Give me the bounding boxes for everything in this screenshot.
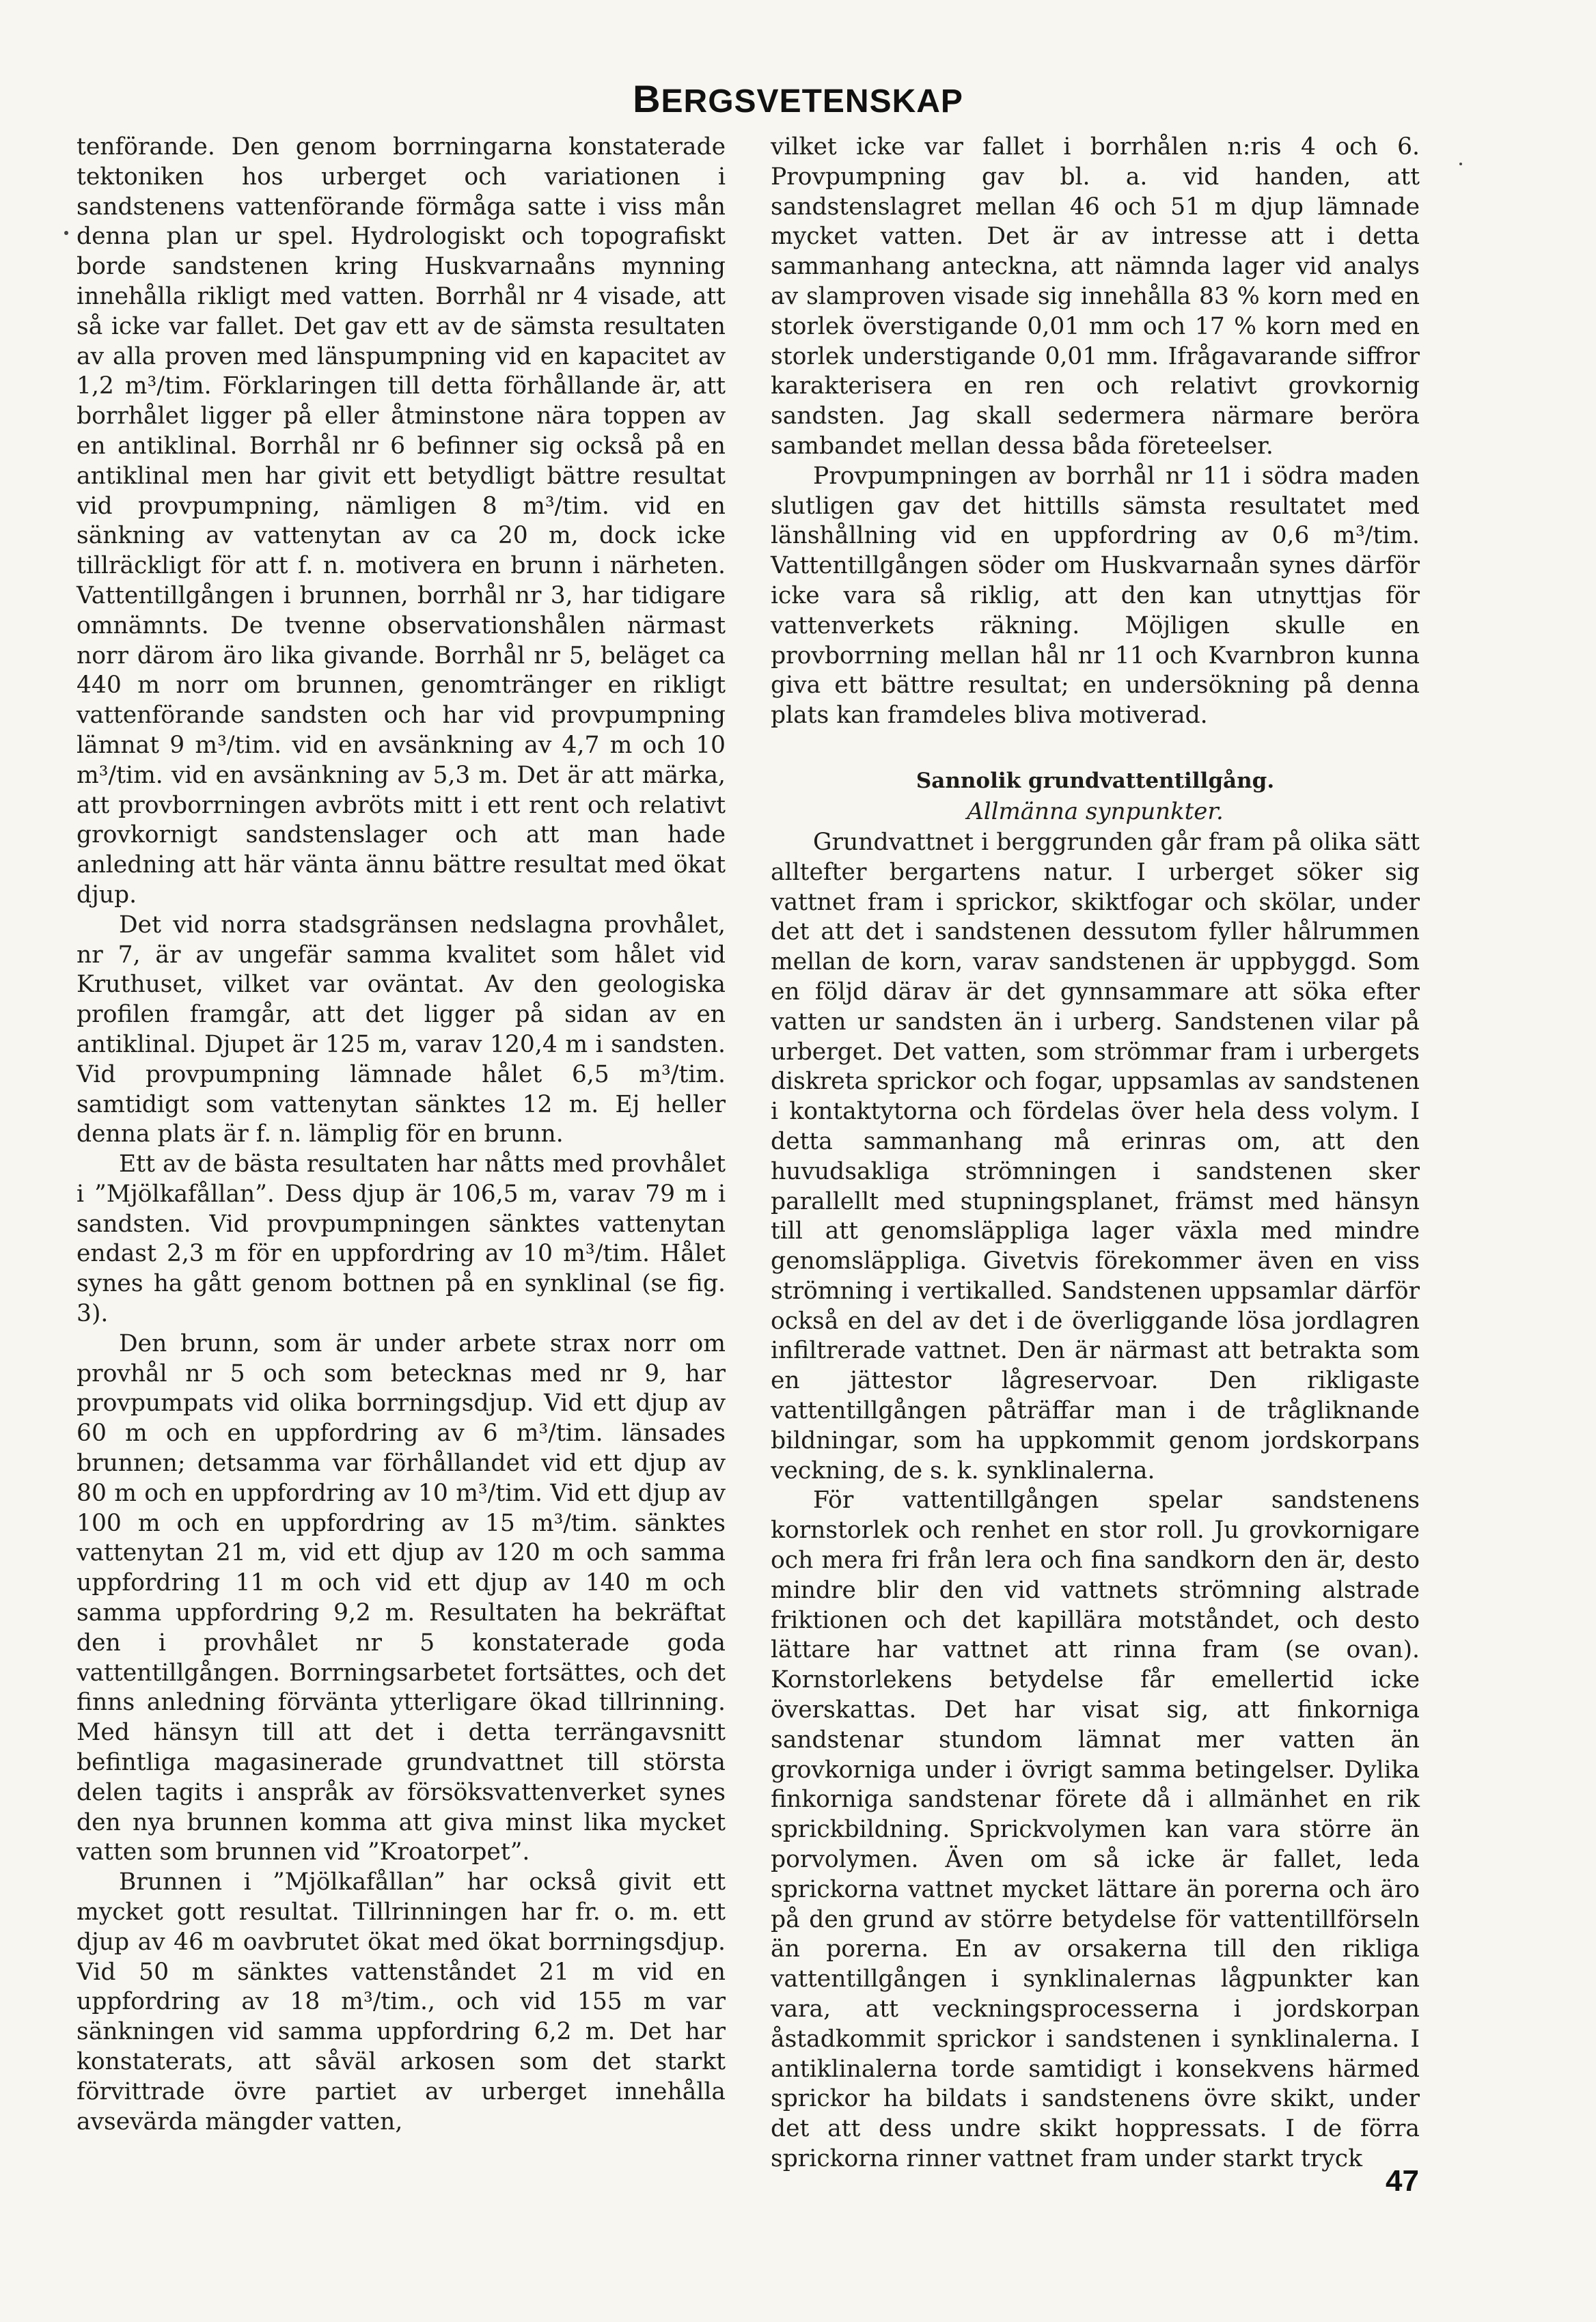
print-speck [1459, 163, 1462, 165]
running-header-rest: ERGSVETENSKAP [661, 83, 963, 120]
right-paragraph-4: För vattentillgången spelar sandstenens kornstorlek och renhet en stor roll. Ju grovkornigare och mera fri från lera och fina sandkorn den är, desto mindre blir den vid vattnets strömning alstrade friktionen och det kapillära motståndet, och desto lättare har vattnet att rinna fram (se ovan). Kornstorlekens betydelse får emellertid icke överskattas. Det har visat sig, att finkorniga sandstenar stundom lämnat mer vatten än grovkorniga under i övrigt samma betingelser. Dylika finkorniga sandstenar förete då i allmänhet en rik sprickbildning. Sprickvolymen kan vara större än porvolymen. Även om så icke är fallet, leda sprickorna vattnet mycket lättare än porerna och äro på den grund av större betydelse för vattentillförseln än porerna. En av orsakerna till den rikliga vattentillgången i synklinalernas lågpunkter kan vara, att veckningsprocesserna i jordskorpan åstadkommit sprickor i sandstenen i synklinalerna. I antiklinalerna torde samtidigt i konsekvens härmed sprickor ha bildats i sandstenens övre skikt, under det att dess undre skikt hoppressats. I de förra sprickorna rinner vattnet fram under starkt tryck [771, 1487, 1420, 2172]
left-paragraph-1: tenförande. Den genom borrningarna konstaterade tektoniken hos urberget och variationen i sandstenens vattenförande förmåga satte i viss mån denna plan ur spel. Hydrologiskt och topografiskt borde sandstenen kring Huskvarnaåns mynning innehålla rikligt med vatten. Borrhål nr 4 visade, att så icke var fallet. Det gav ett av de sämsta resultaten av alla proven med länspumpning vid en kapacitet av 1,2 m³/tim. Förklaringen till detta förhållande är, att borrhålet ligger på eller åtminstone nära toppen av en antiklinal. Borrhål nr 6 befinner sig också på en antiklinal men har givit ett betydligt bättre resultat vid provpumpning, nämligen 8 m³/tim. vid en sänkning av vattenytan av ca 20 m, dock icke tillräckligt för att f. n. motivera en brunn i närheten. Vattentillgången i brunnen, borrhål nr 3, har tidigare omnämnts. De tvenne observationshålen närmast norr därom äro lika givande. Borrhål nr 5, beläget ca 440 m norr om brunnen, genomtränger en rikligt vattenförande sandsten och har vid provpumpning lämnat 9 m³/tim. vid en avsänkning av 4,7 m och 10 m³/tim. vid en avsänkning av 5,3 m. Det är att märka, att provborrningen avbröts mitt i ett rent och relativt grovkornigt sandstenslager och att man hade anledning att här vänta ännu bättre resultat med ökat djup. [77, 133, 726, 909]
right-paragraph-2: Provpumpningen av borrhål nr 11 i södra maden slutligen gav det hittills sämsta resultatet med länshållning vid en uppfordring av 0,6 m³/tim. Vattentillgången söder om Huskvarnaån synes därför icke vara så riklig, att den kan utnyttjas för vattenverkets räkning. Möjligen skulle en provborrning mellan hål nr 11 och Kvarnbron kunna giva ett bättre resultat; en undersökning på denna plats kan framdeles bliva motiverad. [771, 462, 1420, 730]
left-paragraph-3: Ett av de bästa resultaten har nåtts med provhålet i ”Mjölkafållan”. Dess djup är 106,5 m, varav 79 m i sandsten. Vid provpumpningen sänktes vattenytan endast 2,3 m för en uppfordring av 10 m³/tim. Hålet synes ha gått genom bottnen på en synklinal (se fig. 3). [77, 1150, 726, 1328]
section-heading: Sannolik grundvattentillgång. [916, 768, 1275, 793]
right-column [771, 133, 1420, 2174]
right-paragraph-3: Grundvattnet i berggrunden går fram på olika sätt alltefter bergartens natur. I urberget söker sig vattnet fram i sprickor, skiktfogar och skölar, under det att det i sandstenen dessutom fyller hålrummen mellan de korn, varav sandstenen är uppbyggd. Som en följd därav är det gynnsammare att söka efter vatten ur sandsten än i urberg. Sandstenen vilar på urberget. Det vatten, som strömmar fram i urbergets diskreta sprickor och fogar, uppsamlas av sandstenen i kontaktytorna och fördelas över hela dess volym. I detta sammanhang må erinras om, att den huvudsakliga strömningen i sandstenen sker parallellt med stupningsplanet, främst med hänsyn till att genomsläppliga lager växla med mindre genomsläppliga. Givetvis förekommer även en viss strömning i vertikalled. Sandstenen uppsamlar därför också en del av det i de överliggande lösa jordlagren infiltrerade vattnet. Den är närmast att betrakta som en jättestor lågreservoar. Den rikligaste vattentillgången påträffar man i de trågliknande bildningar, som ha uppkommit genom jordskorpans veckning, de s. k. synklinalerna. [771, 828, 1420, 1484]
page-number: 47 [1386, 2164, 1419, 2198]
section-subheading: Allmänna synpunkter. [967, 797, 1224, 825]
right-paragraph-1: vilket icke var fallet i borrhålen n:ris 4 och 6. Provpumpning gav bl. a. vid handen, att sandstenslagret mellan 46 och 51 m djup lämnade mycket vatten. Det är av intresse att i detta sammanhang anteckna, att nämnda lager vid analys av slamproven visade sig innehålla 83 % korn med en storlek överstigande 0,01 mm och 17 % korn med en storlek understigande 0,01 mm. Ifrågavarande siffror karakterisera en ren och relativt grovkornig sandsten. Jag skall sedermera närmare beröra sambandet mellan dessa båda företeelser. [771, 133, 1420, 460]
left-paragraph-2: Det vid norra stadsgränsen nedslagna provhålet, nr 7, är av ungefär samma kvalitet som hålet vid Kruthuset, vilket var oväntat. Av den geologiska profilen framgår, att det ligger på sidan av en antiklinal. Djupet är 125 m, varav 120,4 m i sandsten. Vid provpumpning lämnade hålet 6,5 m³/tim. samtidigt som vattenytan sänktes 12 m. Ej heller denna plats är f. n. lämplig för en brunn. [77, 911, 726, 1148]
running-header-initial: B [633, 77, 661, 120]
print-speck [64, 231, 68, 235]
left-paragraph-5: Brunnen i ”Mjölkafållan” har också givit ett mycket gott resultat. Tillrinningen har fr. o. m. ett djup av 46 m oavbrutet ökat med ökat borrningsdjup. Vid 50 m sänktes vattenståndet 21 m vid en uppfordring av 18 m³/tim., och vid 155 m var sänkningen vid samma uppfordring 6,2 m. Det har konstaterats, att såväl arkosen som det starkt förvittrade övre partiet av urberget innehålla avsevärda mängder vatten, [77, 1868, 726, 2136]
left-paragraph-4: Den brunn, som är under arbete strax norr om provhål nr 5 och som betecknas med nr 9, har provpumpats vid olika borrningsdjup. Vid ett djup av 60 m och en uppfordring av 6 m³/tim. länsades brunnen; detsamma var förhållandet vid ett djup av 80 m och en uppfordring av 10 m³/tim. Vid ett djup av 100 m och en uppfordring av 15 m³/tim. sänktes vattenytan 21 m, vid ett djup av 120 m och samma uppfordring 11 m och vid ett djup av 140 m och samma uppfordring 9,2 m. Resultaten ha bekräftat den i provhålet nr 5 konstaterade goda vattentillgången. Borrningsarbetet fortsättes, och det finns anledning förvänta ytterligare ökad tillrinning. Med hänsyn till att det i detta terrängavsnitt befintliga magasinerade grundvattnet till största delen tagits i anspråk av försöksvattenverket synes den nya brunnen komma att giva minst lika mycket vatten som brunnen vid ”Kroatorpet”. [77, 1329, 726, 1866]
running-header [0, 77, 1596, 121]
left-column [77, 133, 726, 2137]
